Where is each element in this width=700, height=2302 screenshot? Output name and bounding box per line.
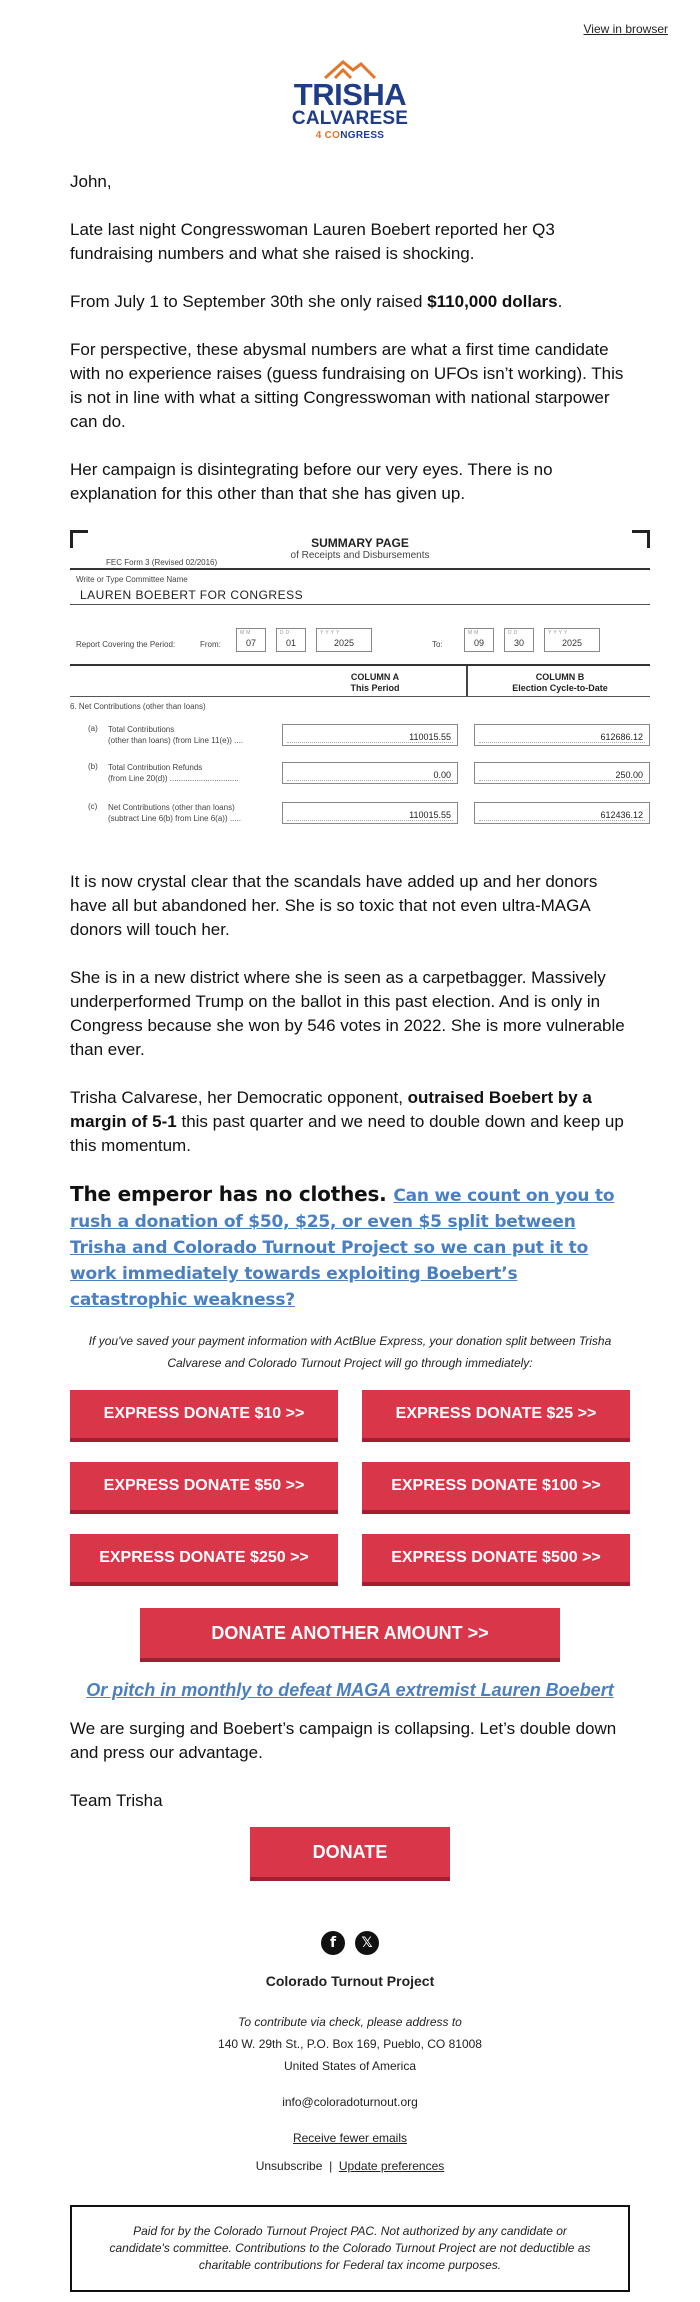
contact-email[interactable]: info@coloradoturnout.org bbox=[282, 2095, 418, 2109]
fec-to-day: DD 30 bbox=[504, 628, 534, 652]
paragraph-8: We are surging and Boebert’s campaign is collapsing. Let’s double down and press our advantage. bbox=[70, 1719, 617, 1762]
footer bbox=[0, 1931, 700, 2292]
fec-row-b-col-a: 0.00 bbox=[282, 762, 458, 784]
paragraph-1: Late last night Congresswoman Lauren Boebert reported her Q3 fundraising numbers and what she raised is shocking. bbox=[70, 220, 555, 263]
fec-title: SUMMARY PAGE bbox=[311, 536, 409, 550]
x-icon[interactable]: 𝕏 bbox=[355, 1931, 379, 1955]
fec-row-b-letter: (b) bbox=[88, 762, 98, 771]
logo-tagline: 4 CONGRESS bbox=[315, 130, 385, 141]
paid-for-disclaimer: Paid for by the Colorado Turnout Project PAC. Not authorized by any candidate or candidate's committee. Contributions to the Colorado Turnout Project are not deductible as charitable contributions for Federal tax income purposes. bbox=[70, 2205, 630, 2292]
fec-row-b-label: Total Contribution Refunds (from Line 20(d)) ............................... bbox=[108, 763, 239, 783]
email-body bbox=[0, 170, 700, 1881]
paragraph-4: Her campaign is disintegrating before our very eyes. There is no explanation for this other than that she has given up. bbox=[70, 460, 553, 503]
fec-column-separator bbox=[466, 666, 468, 696]
fec-rule bbox=[70, 568, 650, 570]
campaign-logo bbox=[285, 58, 415, 148]
fec-to-year: YYYY 2025 bbox=[544, 628, 600, 652]
top-bar bbox=[0, 0, 700, 50]
update-preferences-link[interactable]: Update preferences bbox=[338, 2159, 445, 2173]
paragraph-3: For perspective, these abysmal numbers are what a first time candidate with no experience raises (guess fundraising on UFOs isn’t working). This is not in line with what a sitting Congresswoman with national starpower can do. bbox=[70, 340, 624, 431]
fec-line-6: 6. Net Contributions (other than loans) bbox=[70, 702, 206, 711]
fec-rule bbox=[70, 604, 650, 605]
monthly-donation-link[interactable]: Or pitch in monthly to defeat MAGA extremist Lauren Boebert bbox=[86, 1680, 614, 1700]
express-donate-50-button[interactable]: EXPRESS DONATE $50 >> bbox=[70, 1462, 338, 1514]
view-in-browser-link[interactable]: View in browser bbox=[583, 22, 668, 36]
link-separator: | bbox=[329, 2159, 333, 2173]
footer-org-name: Colorado Turnout Project bbox=[265, 1973, 435, 1989]
paragraph-6: She is in a new district where she is seen as a carpetbagger. Massively underperformed Trump on the ballot in this past election. And is only in Congress because she won by 546 votes in 2022. She is more vulnerable than ever. bbox=[70, 968, 625, 1059]
express-donate-grid bbox=[70, 1390, 630, 1606]
country: United States of America bbox=[283, 2059, 417, 2073]
fec-row-c-label: Net Contributions (other than loans) (subtract Line 6(b) from Line 6(a)) ..... bbox=[108, 803, 241, 823]
express-donate-250-button[interactable]: EXPRESS DONATE $250 >> bbox=[70, 1534, 338, 1586]
emperor-paragraph: The emperor has no clothes. Can we count on you to rush a donation of $50, $25, or even $5 split between Trisha and Colorado Turnout Project so we can put it to work immediately towards exploiting Boebert’s catastrophic weakness? bbox=[70, 1182, 615, 1310]
fec-row-a-label: Total Contributions (other than loans) (from Line 11(e)) .... bbox=[108, 725, 244, 745]
mailing-address: 140 W. 29th St., P.O. Box 169, Pueblo, CO 81008 bbox=[218, 2037, 482, 2051]
fec-rule bbox=[70, 696, 650, 697]
fec-row-c-col-b: 612436.12 bbox=[474, 802, 650, 824]
fec-form-id: FEC Form 3 (Revised 02/2016) bbox=[106, 558, 218, 567]
express-donate-25-button[interactable]: EXPRESS DONATE $25 >> bbox=[362, 1390, 630, 1442]
fec-from-day: DD 01 bbox=[276, 628, 306, 652]
fec-row-a-col-a: 110015.55 bbox=[282, 724, 458, 746]
donation-ask-link[interactable]: Can we count on you to rush a donation of $50, $25, or even $5 split between Trisha and Colorado Turnout Project so we can put it to work immediately towards exploiting Boebert’s catastrophic weakness? bbox=[70, 1186, 615, 1310]
fec-row-c-letter: (c) bbox=[88, 802, 98, 811]
fec-summary-page-image bbox=[70, 530, 650, 846]
receive-fewer-emails-link[interactable]: Receive fewer emails bbox=[292, 2131, 408, 2145]
greeting: John, bbox=[70, 172, 112, 191]
paragraph-7: Trisha Calvarese, her Democratic opponent, outraised Boebert by a margin of 5-1 this past quarter and we need to double down and keep up this momentum. bbox=[70, 1088, 624, 1155]
fec-period-label: Report Covering the Period: bbox=[76, 640, 176, 649]
fec-rule bbox=[70, 664, 650, 666]
paragraph-2: From July 1 to September 30th she only raised $110,000 dollars. bbox=[70, 292, 563, 311]
fec-column-b-header: COLUMN B Election Cycle-to-Date bbox=[512, 672, 608, 693]
express-donate-500-button[interactable]: EXPRESS DONATE $500 >> bbox=[362, 1534, 630, 1586]
social-links bbox=[0, 1931, 700, 1955]
unsubscribe-link[interactable]: Unsubscribe bbox=[255, 2159, 323, 2173]
signoff: Team Trisha bbox=[70, 1791, 163, 1810]
footer-links bbox=[0, 2155, 700, 2177]
facebook-icon[interactable]: f bbox=[321, 1931, 345, 1955]
fec-to-month: MM 09 bbox=[464, 628, 494, 652]
fec-committee-name: LAUREN BOEBERT FOR CONGRESS bbox=[80, 588, 304, 602]
fec-row-a-letter: (a) bbox=[88, 724, 98, 733]
check-instructions: To contribute via check, please address to bbox=[238, 2015, 462, 2029]
express-donate-100-button[interactable]: EXPRESS DONATE $100 >> bbox=[362, 1462, 630, 1514]
fec-row-b-col-b: 250.00 bbox=[474, 762, 650, 784]
actblue-note: If you've saved your payment information with ActBlue Express, your donation split between Trisha Calvarese and Colorado Turnout Project will go through immediately: bbox=[88, 1334, 612, 1370]
fec-subtitle: of Receipts and Disbursements bbox=[290, 550, 430, 561]
fec-column-a-header: COLUMN A This Period bbox=[350, 672, 400, 693]
donate-another-amount-button[interactable]: DONATE ANOTHER AMOUNT >> bbox=[140, 1608, 560, 1662]
fec-from-year: YYYY 2025 bbox=[316, 628, 372, 652]
fec-from-month: MM 07 bbox=[236, 628, 266, 652]
fec-name-label: Write or Type Committee Name bbox=[76, 575, 188, 584]
logo-first-name: TRISHA bbox=[293, 77, 407, 112]
express-donate-10-button[interactable]: EXPRESS DONATE $10 >> bbox=[70, 1390, 338, 1442]
donate-button[interactable]: DONATE bbox=[250, 1827, 450, 1881]
logo-last-name: CALVARESE bbox=[291, 108, 409, 129]
fec-row-a-col-b: 612686.12 bbox=[474, 724, 650, 746]
paragraph-5: It is now crystal clear that the scandals have added up and her donors have all but abandoned her. She is so toxic that not even ultra-MAGA donors will touch her. bbox=[70, 872, 598, 939]
fec-row-c-col-a: 110015.55 bbox=[282, 802, 458, 824]
fec-from-label: From: bbox=[200, 640, 221, 649]
fec-to-label: To: bbox=[432, 640, 443, 649]
